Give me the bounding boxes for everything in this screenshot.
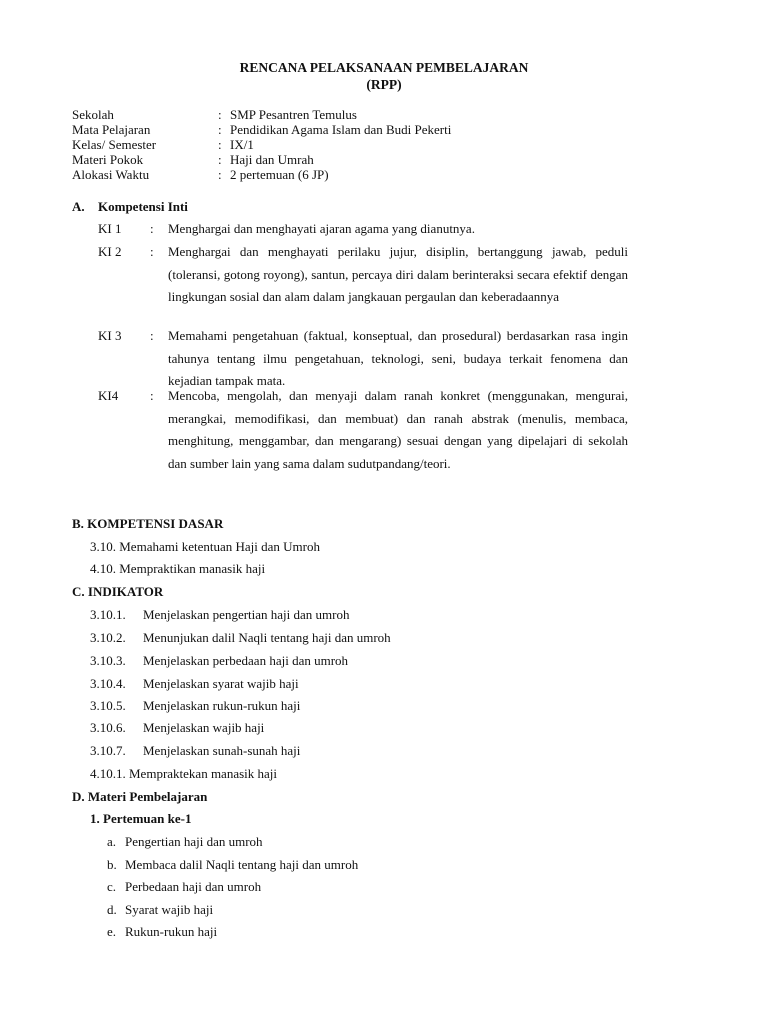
info-value: Pendidikan Agama Islam dan Budi Pekerti — [230, 122, 452, 137]
kd-item: 4.10. Mempraktikan manasik haji — [90, 561, 266, 576]
info-value: SMP Pesantren Temulus — [230, 107, 357, 122]
ki-code: KI 1 — [98, 221, 122, 236]
info-label: Sekolah — [72, 107, 114, 122]
material-letter: b. — [107, 857, 117, 872]
material-text: Rukun-rukun haji — [125, 924, 218, 939]
indicator-number: 3.10.5. — [90, 698, 126, 713]
section-b-title: B. KOMPETENSI DASAR — [72, 516, 224, 531]
material-letter: c. — [107, 879, 117, 894]
section-a-title: Kompetensi Inti — [98, 199, 188, 214]
ki-code: KI 2 — [98, 244, 122, 259]
info-label: Alokasi Waktu — [72, 167, 150, 182]
ki-text: Menghargai dan menghayati perilaku jujur, disiplin, bertanggung jawab, peduli (toleransi, gotong royong), santun, percaya diri dalam berinteraksi secara efektif dengan lingkungan sosial dan alam dalam jangkauan pergaulan dan keberadaannya — [168, 244, 628, 305]
ki-colon: : — [150, 221, 154, 236]
material-letter: e. — [107, 924, 117, 939]
ki-text: Memahami pengetahuan (faktual, konseptual, dan prosedural) berdasarkan rasa ingin tahunya tentang ilmu pengetahuan, teknologi, seni, budaya terkait fenomena dan kejadian tampak mata. — [168, 328, 628, 389]
indicator-text: Menjelaskan rukun-rukun haji — [143, 698, 301, 713]
ki-colon: : — [150, 244, 154, 259]
info-colon: : — [218, 152, 222, 167]
kd-item: 3.10. Memahami ketentuan Haji dan Umroh — [90, 539, 320, 554]
info-label: Mata Pelajaran — [72, 122, 151, 137]
info-value: IX/1 — [230, 137, 254, 152]
indicator-number: 3.10.2. — [90, 630, 126, 645]
indicator-number: 3.10.3. — [90, 653, 126, 668]
meeting-heading: 1. Pertemuan ke-1 — [90, 811, 192, 826]
indicator-text: Menjelaskan wajib haji — [143, 720, 265, 735]
document-subtitle: (RPP) — [366, 77, 402, 92]
material-letter: d. — [107, 902, 117, 917]
info-colon: : — [218, 107, 222, 122]
info-label: Kelas/ Semester — [72, 137, 157, 152]
info-colon: : — [218, 122, 222, 137]
section-d-title: D. Materi Pembelajaran — [72, 789, 208, 804]
indicator-text: Menjelaskan sunah-sunah haji — [143, 743, 301, 758]
info-value: 2 pertemuan (6 JP) — [230, 167, 329, 182]
material-text: Perbedaan haji dan umroh — [125, 879, 262, 894]
ki-code: KI4 — [98, 388, 119, 403]
material-text: Membaca dalil Naqli tentang haji dan umroh — [125, 857, 359, 872]
indicator-number: 3.10.7. — [90, 743, 126, 758]
material-text: Pengertian haji dan umroh — [125, 834, 263, 849]
ki-text: Menghargai dan menghayati ajaran agama yang dianutnya. — [168, 221, 475, 236]
info-label: Materi Pokok — [72, 152, 144, 167]
section-a-letter: A. — [72, 199, 85, 214]
indicator-number: 3.10.4. — [90, 676, 126, 691]
section-c-title: C. INDIKATOR — [72, 584, 164, 599]
indicator-text: Menjelaskan pengertian haji dan umroh — [143, 607, 350, 622]
indicator-number: 3.10.6. — [90, 720, 126, 735]
ki-code: KI 3 — [98, 328, 122, 343]
document-title: RENCANA PELAKSANAAN PEMBELAJARAN — [239, 60, 529, 75]
ki-text: Mencoba, mengolah, dan menyaji dalam ranah konkret (menggunakan, mengurai, merangkai, memodifikasi, dan membuat) dan ranah abstrak (menulis, membaca, menghitung, menggambar, dan mengarang) sesuai dengan yang dipelajari di sekolah dan sumber lain yang sama dalam sudutpandang/teori. — [168, 388, 628, 472]
info-colon: : — [218, 137, 222, 152]
info-colon: : — [218, 167, 222, 182]
ki-colon: : — [150, 388, 154, 403]
indicator-text: Menjelaskan perbedaan haji dan umroh — [143, 653, 349, 668]
ki-colon: : — [150, 328, 154, 343]
info-value: Haji dan Umrah — [230, 152, 314, 167]
indicator-item: 4.10.1. Mempraktekan manasik haji — [90, 766, 278, 781]
material-letter: a. — [107, 834, 117, 849]
material-text: Syarat wajib haji — [125, 902, 214, 917]
indicator-number: 3.10.1. — [90, 607, 126, 622]
indicator-text: Menunjukan dalil Naqli tentang haji dan umroh — [143, 630, 391, 645]
indicator-text: Menjelaskan syarat wajib haji — [143, 676, 299, 691]
